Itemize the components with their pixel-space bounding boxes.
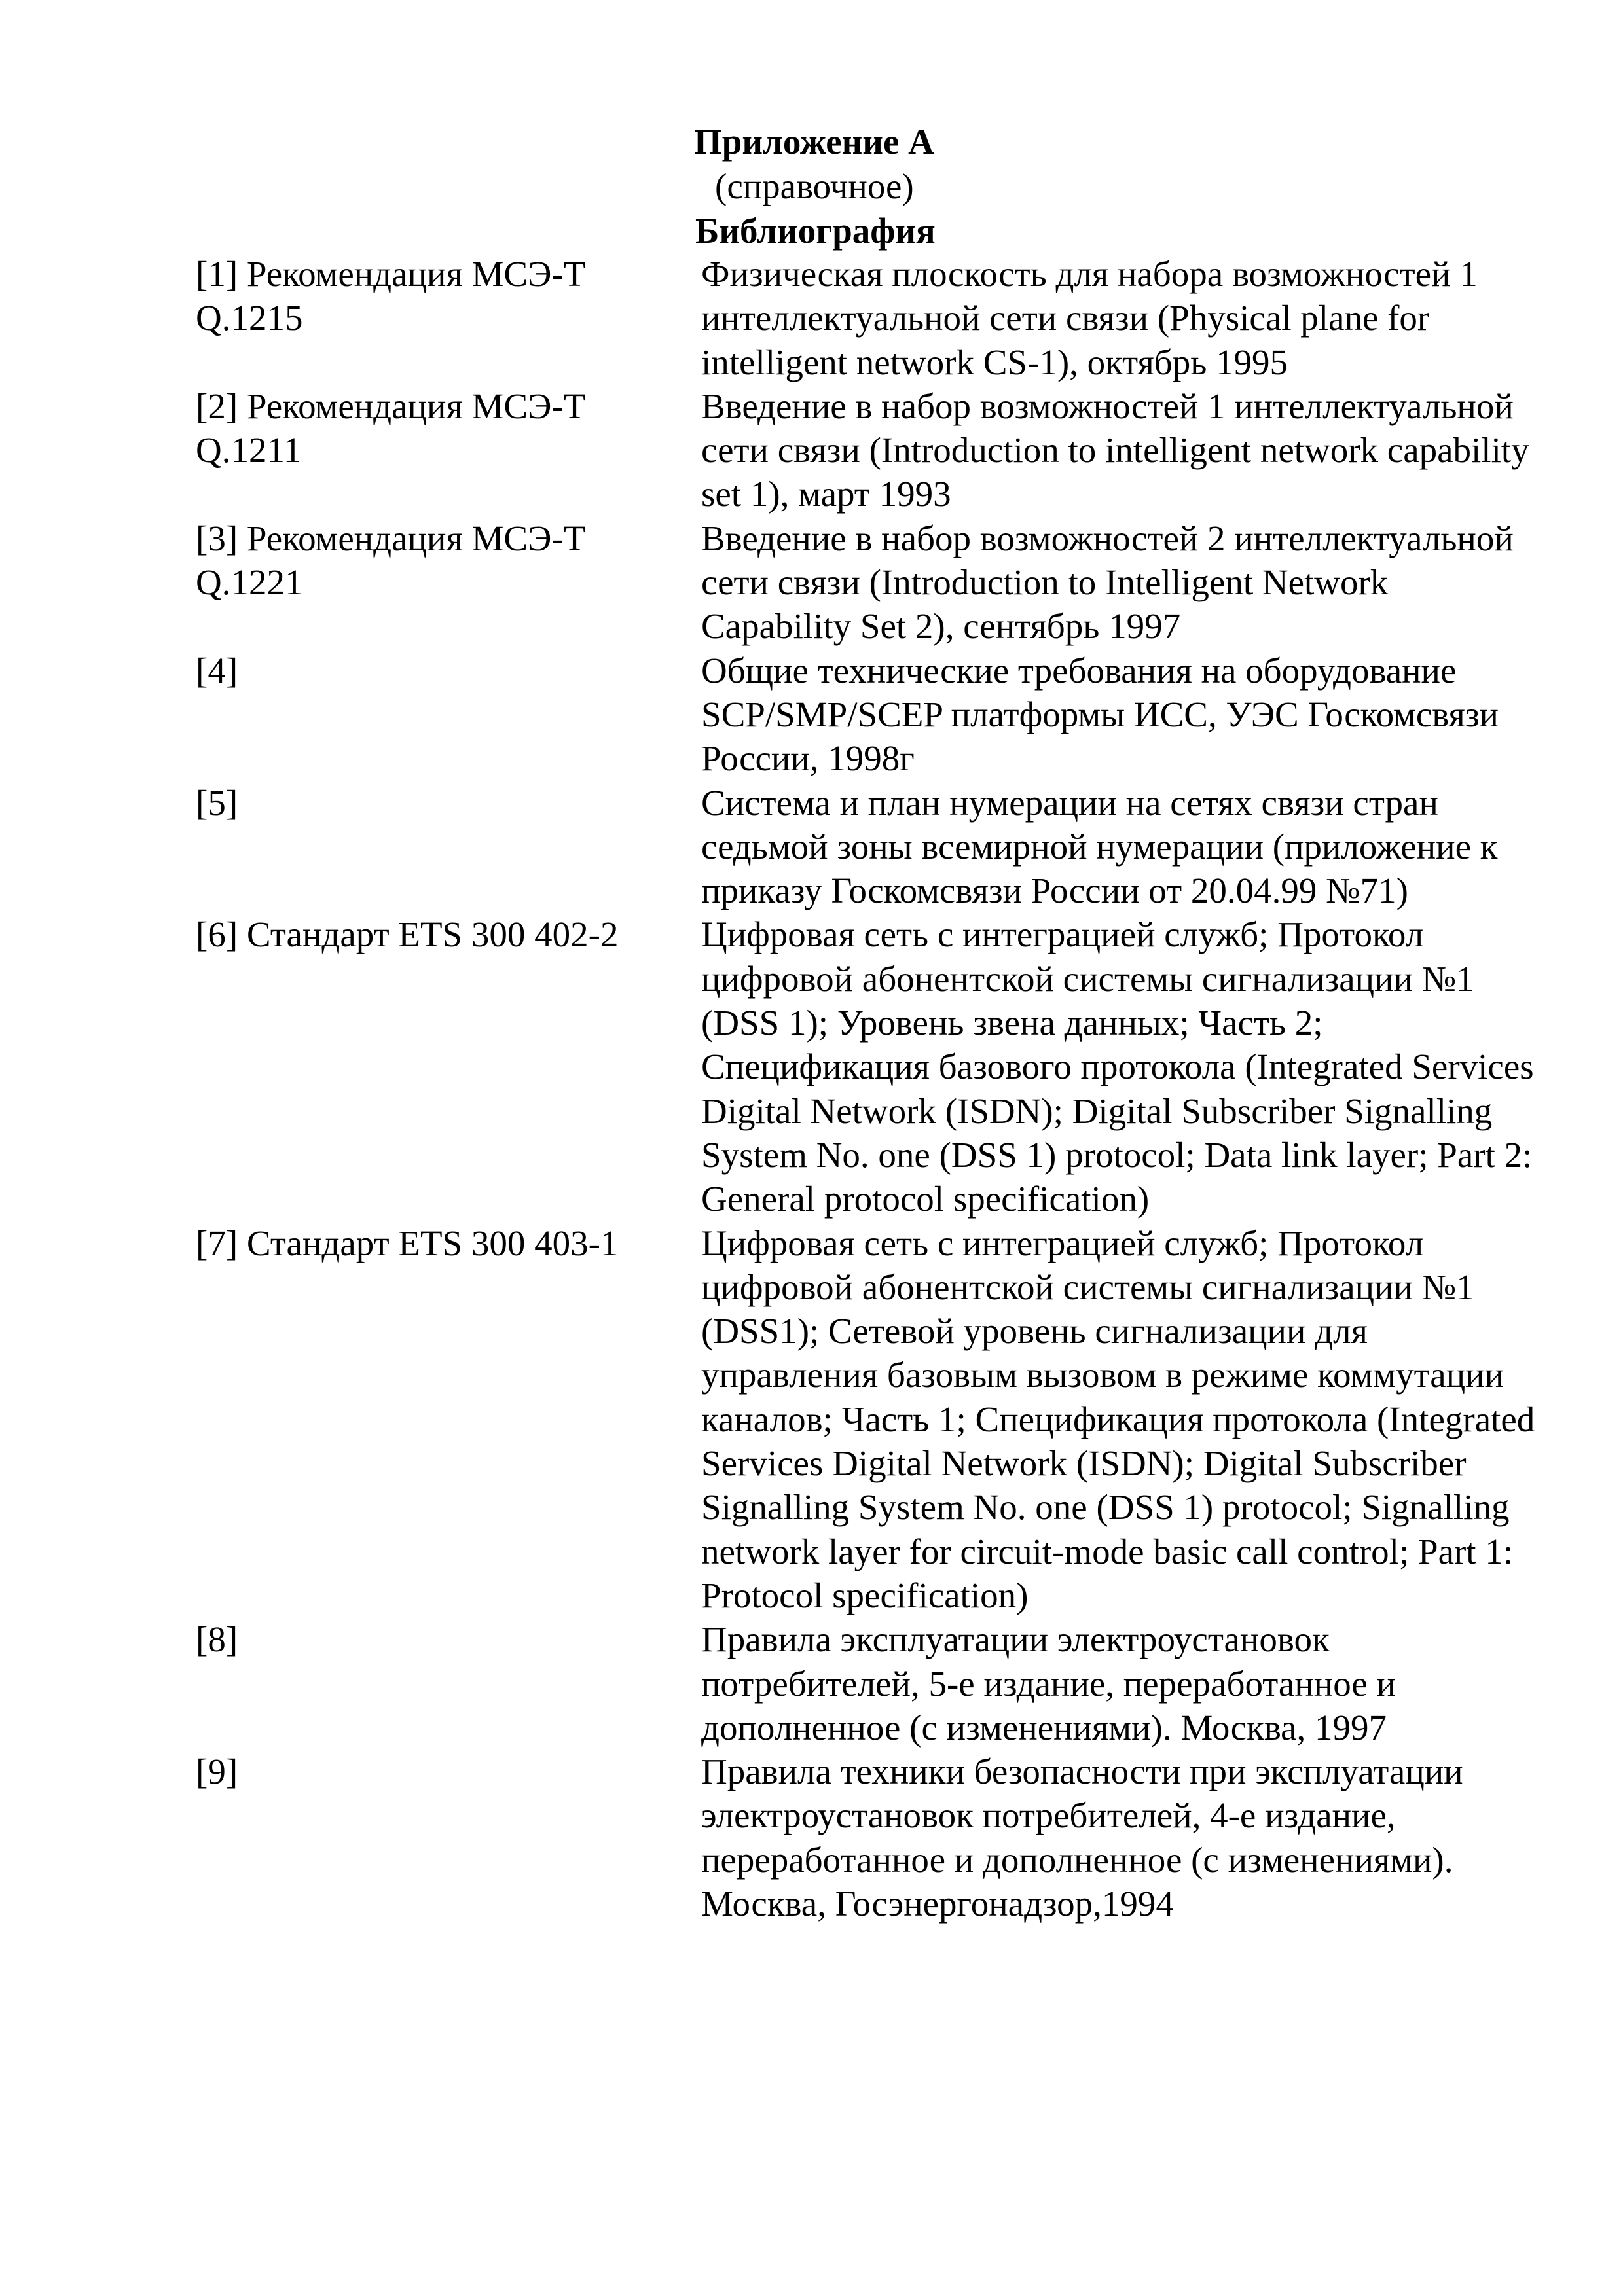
entry-reference: [7] Стандарт ETS 300 403-1 <box>196 1223 619 1263</box>
bibliography-entry-6 <box>0 912 1623 1221</box>
bibliography-entry-5 <box>0 781 1623 913</box>
bibliography-entry-2 <box>0 384 1623 516</box>
entry-description: Физическая плоскость для набора возможностей 1 интеллектуальной сети связи (Physical plane for intelligent network CS-1), октябрь 1995 <box>701 254 1478 382</box>
appendix-subtitle: (справочное) <box>715 166 914 206</box>
appendix-header <box>694 120 982 253</box>
entry-reference: [6] Стандарт ETS 300 402-2 <box>196 914 619 955</box>
bibliography-list <box>0 252 1623 1926</box>
bibliography-entry-7 <box>0 1221 1623 1618</box>
entry-description: Введение в набор возможностей 2 интеллектуальной сети связи (Introduction to Intelligent Network Capability Set 2), сентябрь 1997 <box>701 518 1514 647</box>
bibliography-entry-9 <box>0 1749 1623 1926</box>
entry-description: Система и план нумерации на сетях связи стран седьмой зоны всемирной нумерации (приложение к приказу Госкомсвязи России от 20.04.99 №71) <box>701 782 1498 911</box>
bibliography-entry-1 <box>0 252 1623 384</box>
entry-reference: [9] <box>196 1751 238 1792</box>
bibliography-entry-4 <box>0 649 1623 781</box>
entry-description: Введение в набор возможностей 1 интеллектуальной сети связи (Introduction to intelligent network capability set 1), март 1993 <box>701 386 1529 514</box>
entry-reference: [4] <box>196 650 238 691</box>
entry-description: Правила техники безопасности при эксплуатации электроустановок потребителей, 4-е издание, переработанное и дополненное (с изменениями). Москва, Госэнергонадзор,1994 <box>701 1751 1463 1924</box>
entry-reference: [2] Рекомендация МСЭ-Т Q.1211 <box>196 386 586 471</box>
bibliography-entry-3 <box>0 516 1623 649</box>
entry-reference: [3] Рекомендация МСЭ-Т Q.1221 <box>196 518 586 603</box>
entry-description: Цифровая сеть с интеграцией служб; Протокол цифровой абонентской системы сигнализации №1 (DSS 1); Уровень звена данных; Часть 2; Спецификация базового протокола (Integrated Services Digital Network (ISDN); Digital Subscriber Signalling System No. one (DSS 1) protocol; Data link layer; Part 2: General protocol specification) <box>701 914 1534 1219</box>
entry-reference: [8] <box>196 1619 238 1660</box>
entry-reference: [5] <box>196 782 238 823</box>
bibliography-heading: Библиография <box>695 211 936 251</box>
bibliography-entry-8 <box>0 1617 1623 1749</box>
entry-description: Правила эксплуатации электроустановок потребителей, 5-е издание, переработанное и дополненное (с изменениями). Москва, 1997 <box>701 1619 1396 1748</box>
entry-reference: [1] Рекомендация МСЭ-Т Q.1215 <box>196 254 586 338</box>
entry-description: Общие технические требования на оборудование SCP/SMP/SCEP платформы ИСС, УЭС Госкомсвязи России, 1998г <box>701 650 1499 779</box>
appendix-title: Приложение А <box>694 122 934 162</box>
entry-description: Цифровая сеть с интеграцией служб; Протокол цифровой абонентской системы сигнализации №1 (DSS1); Сетевой уровень сигнализации для управления базовым вызовом в режиме коммутации каналов; Часть 1; Спецификация протокола (Integrated Services Digital Network (ISDN); Digital Subscriber Signalling System No. one (DSS 1) protocol; Signalling network layer for circuit-mode basic call control; Part 1: Protocol specification) <box>701 1223 1535 1615</box>
